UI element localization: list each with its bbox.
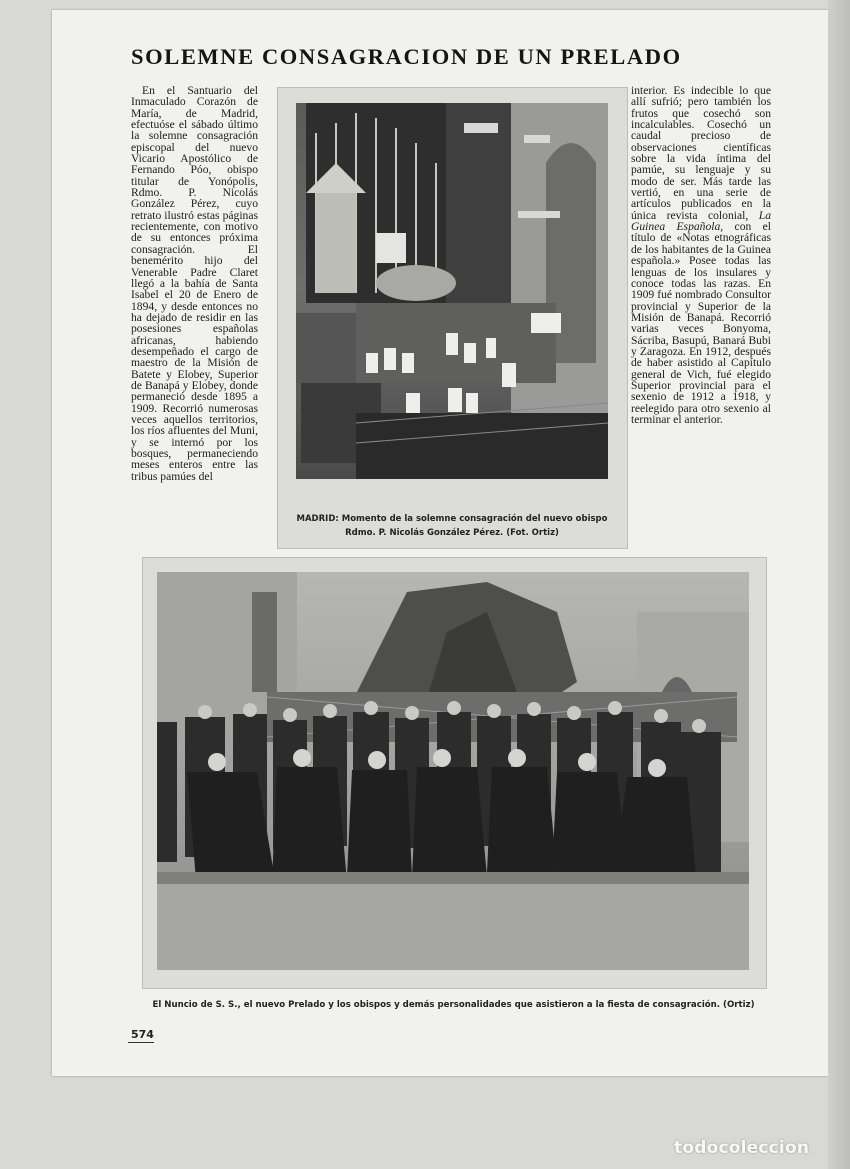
figure2-caption: El Nuncio de S. S., el nuevo Prelado y los obispos y demás personalidades que asistieron a la fiesta de consagración. (Ortiz) [152,1000,755,1010]
consecration-photo [296,103,608,479]
article-paragraph: En el Santuario del Inmaculado Corazón de María, de Madrid, efectuóse el sábado último la solemne consagración episcopal del nuevo Vicario Apostólico de Fernando Póo, obispo titular de Yonópolis, Rdmo. P. Nicolás González Pérez, cuyo retrato ilustró estas páginas recientemente, con motivo de su entonces próxima consagración. El benemérito hijo del Venerable Padre Claret llegó a la bahía de Santa Isabel el 20 de Enero de 1894, y desde entonces no ha dejado de residir en las posesiones españolas africanas, habiendo desempeñado el cargo de maestro de la Misión de Batete y Elobey, Superior de Banapá y Elobey, donde permaneció desde 1895 a 1909. Recorrió numerosas veces aquellos territorios, los ríos afluentes del Muni, y se internó por los bosques, permaneciendo meses enteros entre las tribus pamúes del [131,85,258,483]
figure1-caption [282,512,622,540]
figure1-caption-line2: Rdmo. P. Nicolás González Pérez. (Fot. Ortiz) [345,528,559,538]
article-title: SOLEMNE CONSAGRACION DE UN PRELADO [131,44,682,69]
article-text-part2: con el título de «Notas etnográficas de los habitantes de la Guinea española.» Posee todas las lenguas de los insulares y conoce todas las razas. En 1909 fué nombrado Consultor provincial y Superior de la Misión de Banapá. Recorrió varias veces Bonyoma, Sácriba, Basupú, Banará Bubi y Zaragoza. En 1912, después de haber asistido al Capítulo general de Vich, fué elegido Superior provincial para el sexenio de 1912 a 1918, y reelegido para otro sexenio al terminar el anterior. [631,220,771,426]
scan-edge [828,0,850,1169]
group-photo [157,572,749,970]
figure1-caption-line1: MADRID: Momento de la solemne consagración del nuevo obispo [296,514,608,524]
page-number-rule [128,1042,154,1043]
article-left-column [131,85,258,547]
article-right-column [631,85,771,547]
article-text-italic: La Guinea Española, [631,208,771,234]
page-number: 574 [131,1028,154,1041]
article-text-part1: interior. Es indecible lo que allí sufrió; pero también los frutos que cosechó son incalculables. Cosechó un caudal precioso de observaciones científicas sobre la vida íntima del pamúe, su lenguaje y su modo de ser. Más tarde las vertió, en una serie de artículos publicados en la única revista colonial, [631,85,771,222]
watermark: todocoleccion [674,1138,810,1158]
